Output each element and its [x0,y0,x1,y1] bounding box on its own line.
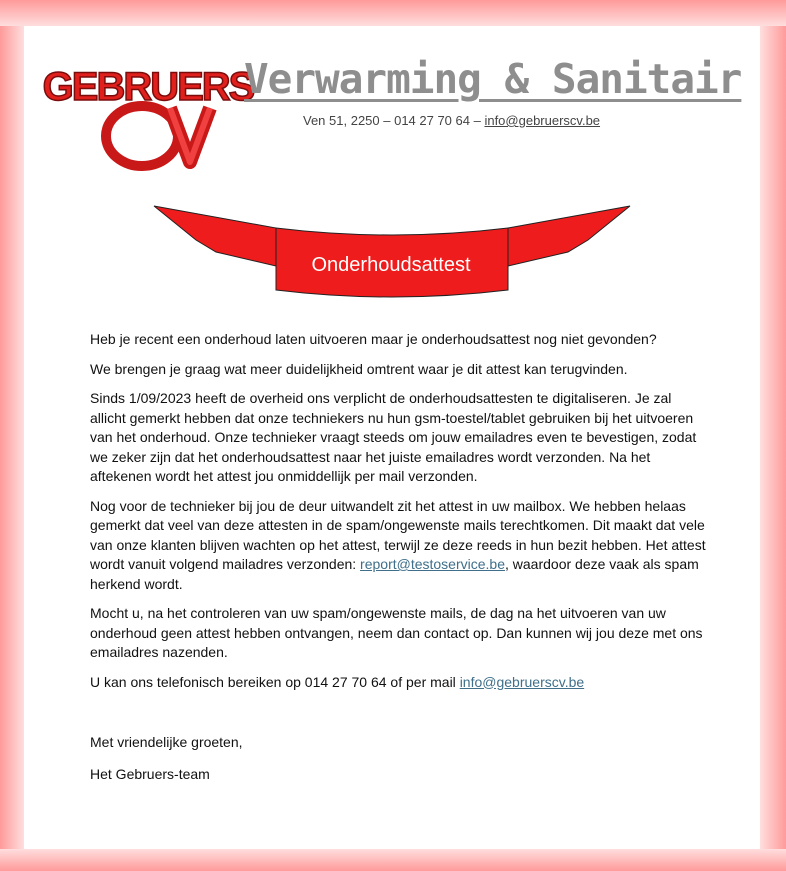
banner-title: Onderhoudsattest [311,254,471,276]
ribbon-left-tail [154,206,276,266]
company-name: Verwarming & Sanitair [244,55,742,103]
paragraph-spam-tail: , waardoor deze vaak als spam herkend wordt. [90,556,699,592]
closing-signature: Het Gebruers-team [90,766,210,782]
paragraph-intro: We brengen je graag wat meer duidelijkheid omtrent waar je dit attest kan terugvinden. [90,360,628,377]
paragraph-contact: Mocht u, na het controleren van uw spam/ongewenste mails, de dag na het uitvoeren van uw onderhoud geen attest hebben ontvangen, neem dan contact op. Dan kunnen wij jou deze met ons emailadres nazenden. [90,605,703,660]
contact-email-link[interactable]: info@gebruerscv.be [459,673,585,690]
header-email-link[interactable]: info@gebruerscv.be [484,113,601,128]
logo-text-gebruers: GEBRUERS [42,65,254,109]
paragraph-spam-text: Nog voor de technieker bij jou de deur uitwandelt zit het attest in uw mailbox. We hebben helaas gemerkt dat veel van deze attesten in de spam/ongewenste mails terechtkomen. Dit maakt dat vele van onze klanten blijven wachten op het attest, terwijl ze deze reeds in hun bezit hebben. Het attest wordt vanuit volgend mailadres verzonden: [90,497,706,572]
company-address [303,113,600,128]
letter-body [90,330,706,702]
ribbon-right-tail [508,206,630,266]
paragraph-phone [90,673,706,693]
paragraph-phone-text: U kan ons telefonisch bereiken op 014 27 70 64 of per mail [90,673,460,690]
address-text: Ven 51, 2250 – 014 27 70 64 – [303,113,485,128]
report-email-link[interactable]: report@testoservice.be [360,556,505,572]
paragraph-digital: Sinds 1/09/2023 heeft de overheid ons verplicht de onderhoudsattesten te digitaliseren. Je zal allicht gemerkt hebben dat onze techniekers nu hun gsm-toestel/tablet gebruiken bij het uitvoeren van het onderhoud. Onze technieker vraagt steeds om jouw emailadres even te bevestigen, zodat we zeker zijn dat het onderhoudsattest naar het juiste emailadres wordt verzonden. Na het aftekenen wordt het attest jou onmiddellijk per mail verzonden. [90,390,697,484]
closing-greeting: Met vriendelijke groeten, [90,734,243,750]
company-logo [42,40,254,170]
paragraph-spam [90,497,706,595]
letter-closing [90,734,243,798]
paragraph-intro-question: Heb je recent een onderhoud laten uitvoeren maar je onderhoudsattest nog niet gevonden? [90,331,657,347]
document-page [24,26,760,849]
